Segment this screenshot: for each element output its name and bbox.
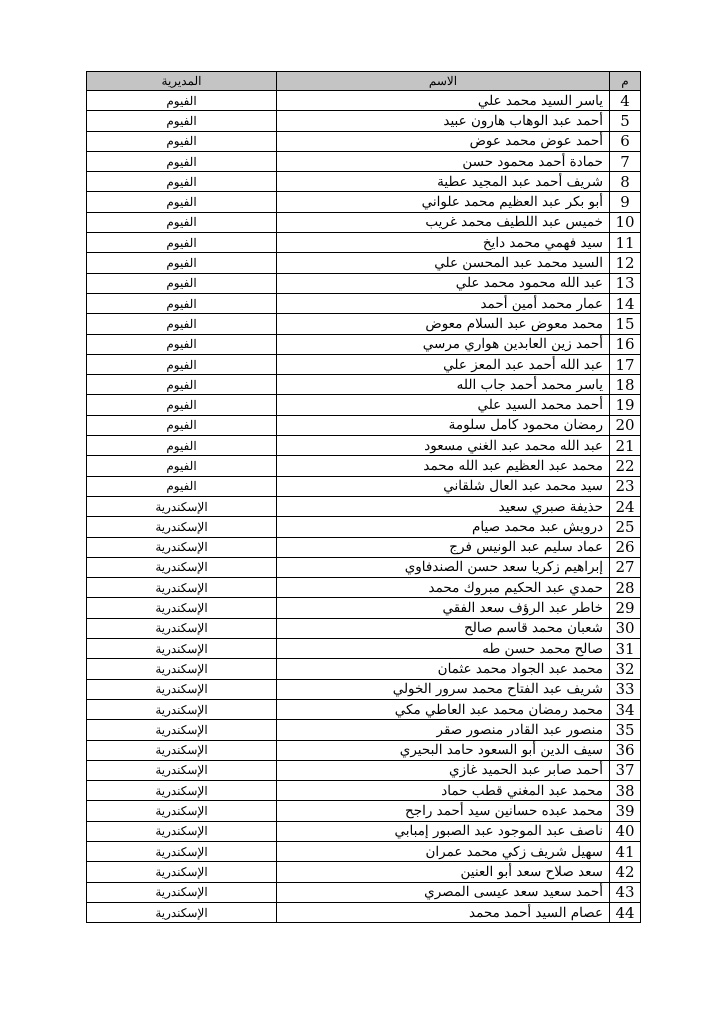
number-cell: 11 xyxy=(610,233,641,253)
number-cell: 43 xyxy=(610,882,641,902)
name-cell: سيف الدين أبو السعود حامد البحيري xyxy=(277,740,610,760)
table-header xyxy=(87,72,641,91)
table-row xyxy=(87,821,641,841)
name-cell: عبد الله محمود محمد علي xyxy=(277,273,610,293)
name-cell: محمد عبد الجواد محمد عثمان xyxy=(277,659,610,679)
number-cell: 25 xyxy=(610,517,641,537)
number-cell: 36 xyxy=(610,740,641,760)
number-cell: 44 xyxy=(610,902,641,922)
table-row xyxy=(87,740,641,760)
name-cell: حذيفة صبري سعيد xyxy=(277,496,610,516)
directorate-cell: الفيوم xyxy=(87,151,277,171)
table-row xyxy=(87,496,641,516)
table-row xyxy=(87,476,641,496)
directorate-cell: الإسكندرية xyxy=(87,598,277,618)
directorate-cell: الإسكندرية xyxy=(87,496,277,516)
number-cell: 42 xyxy=(610,862,641,882)
header-number: م xyxy=(610,72,641,91)
name-cell: محمد معوض عبد السلام معوض xyxy=(277,314,610,334)
directorate-cell: الإسكندرية xyxy=(87,517,277,537)
table-row xyxy=(87,293,641,313)
table-row xyxy=(87,537,641,557)
table-row xyxy=(87,415,641,435)
directorate-cell: الإسكندرية xyxy=(87,821,277,841)
table-row xyxy=(87,699,641,719)
table-row xyxy=(87,517,641,537)
table-row xyxy=(87,334,641,354)
number-cell: 10 xyxy=(610,212,641,232)
directorate-cell: الإسكندرية xyxy=(87,760,277,780)
name-cell: السيد محمد عبد المحسن علي xyxy=(277,253,610,273)
number-cell: 14 xyxy=(610,293,641,313)
name-cell: صالح محمد حسن طه xyxy=(277,639,610,659)
name-cell: ياسر السيد محمد علي xyxy=(277,91,610,111)
table-row xyxy=(87,801,641,821)
name-cell: خميس عبد اللطيف محمد غريب xyxy=(277,212,610,232)
number-cell: 22 xyxy=(610,456,641,476)
name-cell: أحمد صابر عبد الحميد غازي xyxy=(277,760,610,780)
directorate-cell: الإسكندرية xyxy=(87,578,277,598)
directorate-cell: الإسكندرية xyxy=(87,659,277,679)
table-row xyxy=(87,578,641,598)
directorate-cell: الإسكندرية xyxy=(87,679,277,699)
directorate-cell: الفيوم xyxy=(87,253,277,273)
number-cell: 41 xyxy=(610,841,641,861)
directorate-cell: الإسكندرية xyxy=(87,841,277,861)
name-cell: عبد الله أحمد عبد المعز علي xyxy=(277,354,610,374)
table-row xyxy=(87,618,641,638)
number-cell: 38 xyxy=(610,781,641,801)
table-row xyxy=(87,395,641,415)
number-cell: 21 xyxy=(610,436,641,456)
table-row xyxy=(87,679,641,699)
number-cell: 34 xyxy=(610,699,641,719)
name-cell: ناصف عبد الموجود عبد الصبور إمبابي xyxy=(277,821,610,841)
number-cell: 6 xyxy=(610,131,641,151)
number-cell: 26 xyxy=(610,537,641,557)
table-row xyxy=(87,781,641,801)
directorate-cell: الفيوم xyxy=(87,375,277,395)
table-row xyxy=(87,720,641,740)
directorate-cell: الإسكندرية xyxy=(87,781,277,801)
number-cell: 32 xyxy=(610,659,641,679)
table-row xyxy=(87,436,641,456)
number-cell: 39 xyxy=(610,801,641,821)
table-body xyxy=(87,91,641,923)
name-cell: محمد رمضان محمد عبد العاطي مكي xyxy=(277,699,610,719)
number-cell: 40 xyxy=(610,821,641,841)
directorate-cell: الفيوم xyxy=(87,212,277,232)
name-cell: رمضان محمود كامل سلومة xyxy=(277,415,610,435)
directorate-cell: الفيوم xyxy=(87,415,277,435)
header-row xyxy=(87,72,641,91)
number-cell: 35 xyxy=(610,720,641,740)
name-cell: سيد فهمي محمد دايخ xyxy=(277,233,610,253)
number-cell: 31 xyxy=(610,639,641,659)
directorate-cell: الإسكندرية xyxy=(87,902,277,922)
table-row xyxy=(87,151,641,171)
table-row xyxy=(87,902,641,922)
names-table-container xyxy=(86,71,640,923)
directorate-cell: الإسكندرية xyxy=(87,862,277,882)
number-cell: 37 xyxy=(610,760,641,780)
number-cell: 29 xyxy=(610,598,641,618)
directorate-cell: الفيوم xyxy=(87,436,277,456)
name-cell: أبو بكر عبد العظيم محمد علواني xyxy=(277,192,610,212)
name-cell: شعبان محمد قاسم صالح xyxy=(277,618,610,638)
directorate-cell: الفيوم xyxy=(87,131,277,151)
table-row xyxy=(87,598,641,618)
table-row xyxy=(87,233,641,253)
name-cell: أحمد عبد الوهاب هارون عبيد xyxy=(277,111,610,131)
name-cell: سيد محمد عبد العال شلقاني xyxy=(277,476,610,496)
number-cell: 15 xyxy=(610,314,641,334)
number-cell: 19 xyxy=(610,395,641,415)
number-cell: 5 xyxy=(610,111,641,131)
directorate-cell: الفيوم xyxy=(87,91,277,111)
number-cell: 33 xyxy=(610,679,641,699)
name-cell: محمد عبد العظيم عبد الله محمد xyxy=(277,456,610,476)
number-cell: 9 xyxy=(610,192,641,212)
directorate-cell: الفيوم xyxy=(87,111,277,131)
name-cell: منصور عبد القادر منصور صقر xyxy=(277,720,610,740)
name-cell: سهيل شريف زكي محمد عمران xyxy=(277,841,610,861)
name-cell: عبد الله محمد عبد الغني مسعود xyxy=(277,436,610,456)
directorate-cell: الفيوم xyxy=(87,354,277,374)
directorate-cell: الإسكندرية xyxy=(87,639,277,659)
directorate-cell: الفيوم xyxy=(87,314,277,334)
number-cell: 24 xyxy=(610,496,641,516)
number-cell: 28 xyxy=(610,578,641,598)
directorate-cell: الإسكندرية xyxy=(87,699,277,719)
name-cell: خاطر عبد الرؤف سعد الفقي xyxy=(277,598,610,618)
number-cell: 4 xyxy=(610,91,641,111)
number-cell: 23 xyxy=(610,476,641,496)
table-row xyxy=(87,91,641,111)
name-cell: درويش عبد محمد صيام xyxy=(277,517,610,537)
table-row xyxy=(87,639,641,659)
name-cell: حمادة أحمد محمود حسن xyxy=(277,151,610,171)
directorate-cell: الفيوم xyxy=(87,334,277,354)
name-cell: حمدي عبد الحكيم مبروك محمد xyxy=(277,578,610,598)
directorate-cell: الإسكندرية xyxy=(87,801,277,821)
number-cell: 12 xyxy=(610,253,641,273)
table-row xyxy=(87,111,641,131)
table-row xyxy=(87,862,641,882)
table-row xyxy=(87,354,641,374)
number-cell: 27 xyxy=(610,557,641,577)
name-cell: أحمد محمد السيد علي xyxy=(277,395,610,415)
table-row xyxy=(87,212,641,232)
directorate-cell: الفيوم xyxy=(87,476,277,496)
directorate-cell: الفيوم xyxy=(87,456,277,476)
table-row xyxy=(87,760,641,780)
number-cell: 17 xyxy=(610,354,641,374)
name-cell: عماد سليم عبد الونيس فرج xyxy=(277,537,610,557)
name-cell: شريف أحمد عبد المجيد عطية xyxy=(277,172,610,192)
header-directorate: المديرية xyxy=(87,72,277,91)
directorate-cell: الفيوم xyxy=(87,273,277,293)
number-cell: 13 xyxy=(610,273,641,293)
number-cell: 8 xyxy=(610,172,641,192)
table-row xyxy=(87,456,641,476)
table-row xyxy=(87,314,641,334)
directorate-cell: الإسكندرية xyxy=(87,720,277,740)
name-cell: أحمد زين العابدين هواري مرسي xyxy=(277,334,610,354)
name-cell: أحمد سعيد سعد عيسى المصري xyxy=(277,882,610,902)
name-cell: عمار محمد أمين أحمد xyxy=(277,293,610,313)
names-table xyxy=(86,71,641,923)
name-cell: شريف عبد الفتاح محمد سرور الخولي xyxy=(277,679,610,699)
number-cell: 18 xyxy=(610,375,641,395)
directorate-cell: الفيوم xyxy=(87,192,277,212)
table-row xyxy=(87,375,641,395)
name-cell: سعد صلاح سعد أبو العنين xyxy=(277,862,610,882)
directorate-cell: الإسكندرية xyxy=(87,537,277,557)
table-row xyxy=(87,882,641,902)
table-row xyxy=(87,659,641,679)
directorate-cell: الإسكندرية xyxy=(87,557,277,577)
number-cell: 20 xyxy=(610,415,641,435)
table-row xyxy=(87,253,641,273)
table-row xyxy=(87,131,641,151)
directorate-cell: الإسكندرية xyxy=(87,618,277,638)
name-cell: ياسر محمد أحمد جاب الله xyxy=(277,375,610,395)
table-row xyxy=(87,557,641,577)
directorate-cell: الفيوم xyxy=(87,293,277,313)
name-cell: عصام السيد أحمد محمد xyxy=(277,902,610,922)
number-cell: 7 xyxy=(610,151,641,171)
name-cell: أحمد عوض محمد عوض xyxy=(277,131,610,151)
number-cell: 16 xyxy=(610,334,641,354)
table-row xyxy=(87,273,641,293)
header-name: الاسم xyxy=(277,72,610,91)
directorate-cell: الإسكندرية xyxy=(87,740,277,760)
name-cell: محمد عبد المغني قطب حماد xyxy=(277,781,610,801)
number-cell: 30 xyxy=(610,618,641,638)
directorate-cell: الإسكندرية xyxy=(87,882,277,902)
table-row xyxy=(87,172,641,192)
directorate-cell: الفيوم xyxy=(87,172,277,192)
name-cell: محمد عبده حسانين سيد أحمد راجح xyxy=(277,801,610,821)
table-row xyxy=(87,841,641,861)
directorate-cell: الفيوم xyxy=(87,395,277,415)
directorate-cell: الفيوم xyxy=(87,233,277,253)
table-row xyxy=(87,192,641,212)
name-cell: إبراهيم زكريا سعد حسن الصندفاوي xyxy=(277,557,610,577)
